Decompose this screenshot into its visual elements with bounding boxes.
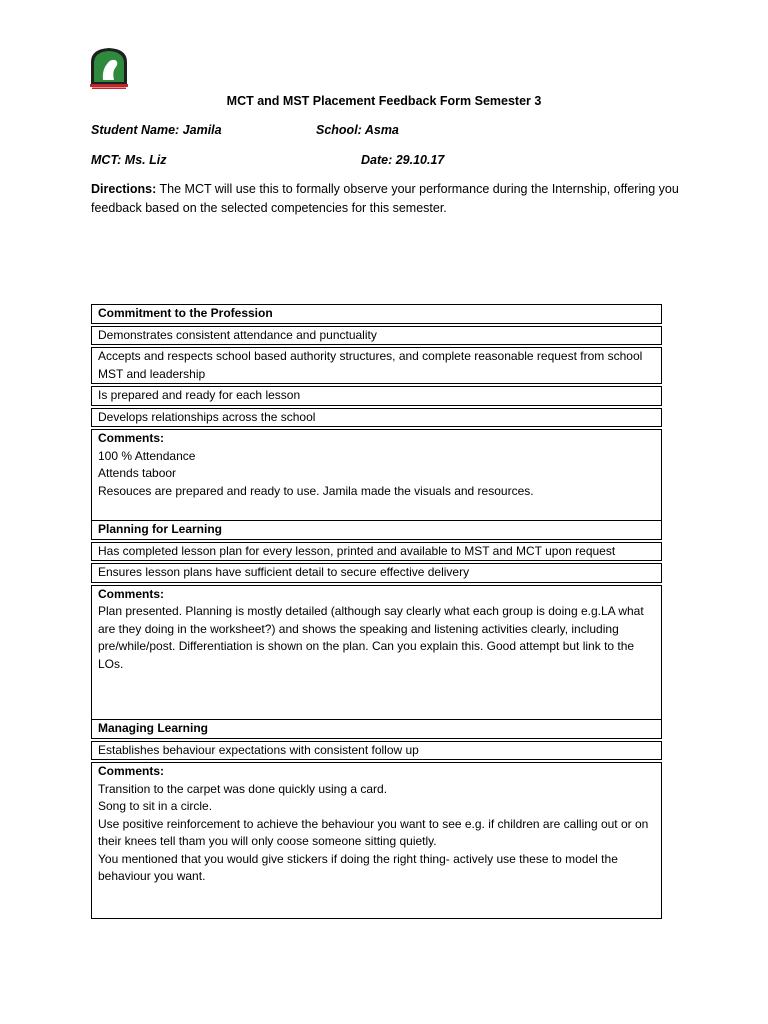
competency-row: Accepts and respects school based authority structures, and complete reasonable request from school MST and leadership [91, 347, 662, 384]
comment-line: Transition to the carpet was done quickly using a card. [98, 781, 388, 796]
comment-line: Attends taboor [98, 466, 177, 480]
comment-line: Plan presented. Planning is mostly detailed (although say clearly what each group is doing e.g.LA what are they doing in the worksheet?) and shows the speaking and listening activities clearly, including pre/while/post. Differentiation is shown on the plan. Can you explain this. Good attempt but link to the LOs. [98, 604, 644, 671]
section-heading: Planning for Learning [91, 520, 662, 540]
competency-row: Is prepared and ready for each lesson [91, 386, 662, 406]
comment-line: You mentioned that you would give stickers if doing the right thing- actively use these to model the behaviour you want. [98, 851, 618, 883]
comment-line: Use positive reinforcement to achieve the behaviour you want to see e.g. if children are calling out or on their knees tell tham you will only coose someone sitting quietly. [98, 816, 649, 848]
comment-line: Song to sit in a circle. [98, 799, 213, 813]
comments-box [91, 429, 662, 534]
comments-label: Comments: [98, 764, 165, 778]
comments-label: Comments: [98, 431, 165, 445]
competency-row: Establishes behaviour expectations with consistent follow up [91, 741, 662, 761]
section-heading: Managing Learning [91, 719, 662, 739]
directions [91, 180, 681, 218]
student-name: Student Name: Jamila [91, 123, 222, 137]
section-heading: Commitment to the Profession [91, 304, 662, 324]
comments-box [91, 762, 662, 919]
school-name: School: Asma [316, 123, 399, 137]
comment-line: Resouces are prepared and ready to use. Jamila made the visuals and resources. [98, 483, 534, 498]
form-date: Date: 29.10.17 [361, 153, 445, 167]
competency-row: Demonstrates consistent attendance and punctuality [91, 326, 662, 346]
section-planning [91, 520, 662, 727]
comments-label: Comments: [98, 586, 165, 601]
university-logo-icon [88, 46, 130, 90]
competency-row: Has completed lesson plan for every lesson, printed and available to MST and MCT upon request [91, 542, 662, 562]
comments-box [91, 585, 662, 725]
mct-name: MCT: Ms. Liz [91, 153, 167, 167]
competency-row: Ensures lesson plans have sufficient detail to secure effective delivery [91, 563, 662, 583]
competency-row: Develops relationships across the school [91, 408, 662, 428]
comment-line: 100 % Attendance [98, 448, 196, 463]
directions-label: Directions: [91, 182, 157, 196]
section-managing [91, 719, 662, 921]
form-title: MCT and MST Placement Feedback Form Semester 3 [226, 94, 542, 108]
directions-text: The MCT will use this to formally observe your performance during the Internship, offering you feedback based on the selected competencies for this semester. [91, 182, 679, 215]
section-commitment [91, 304, 662, 536]
